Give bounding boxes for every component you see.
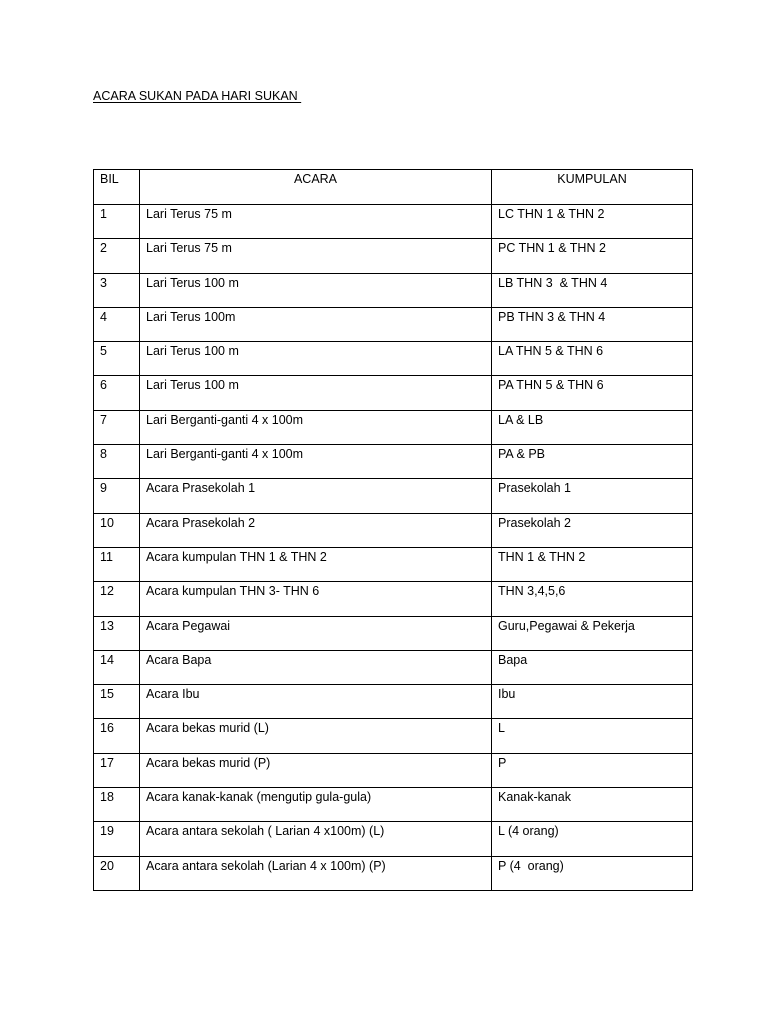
cell-bil: 14 [94,650,140,684]
table-row [94,376,693,410]
header-acara: ACARA [140,170,492,205]
cell-acara: Acara Bapa [140,650,492,684]
table-row [94,342,693,376]
table-row [94,650,693,684]
cell-kumpulan: PA & PB [492,445,693,479]
cell-acara: Acara bekas murid (L) [140,719,492,753]
cell-bil: 10 [94,513,140,547]
table-row [94,822,693,856]
table-row [94,205,693,239]
cell-bil: 2 [94,239,140,273]
cell-kumpulan: L [492,719,693,753]
table-row [94,445,693,479]
table-row [94,547,693,581]
cell-acara: Lari Terus 100 m [140,376,492,410]
cell-acara: Lari Terus 100 m [140,342,492,376]
cell-kumpulan: LC THN 1 & THN 2 [492,205,693,239]
cell-kumpulan: THN 3,4,5,6 [492,582,693,616]
cell-kumpulan: Bapa [492,650,693,684]
cell-bil: 19 [94,822,140,856]
cell-acara: Lari Terus 75 m [140,205,492,239]
table-row [94,719,693,753]
cell-acara: Acara antara sekolah (Larian 4 x 100m) (P) [140,856,492,890]
table-header [94,170,693,205]
cell-acara: Acara Prasekolah 2 [140,513,492,547]
cell-bil: 17 [94,753,140,787]
cell-bil: 18 [94,788,140,822]
table-row [94,616,693,650]
cell-kumpulan: Prasekolah 1 [492,479,693,513]
cell-acara: Acara Pegawai [140,616,492,650]
cell-acara: Acara bekas murid (P) [140,753,492,787]
cell-bil: 9 [94,479,140,513]
cell-kumpulan: Prasekolah 2 [492,513,693,547]
cell-kumpulan: PB THN 3 & THN 4 [492,307,693,341]
table-row [94,788,693,822]
table-row [94,513,693,547]
cell-kumpulan: PC THN 1 & THN 2 [492,239,693,273]
cell-bil: 1 [94,205,140,239]
cell-acara: Lari Berganti-ganti 4 x 100m [140,445,492,479]
cell-kumpulan: LA THN 5 & THN 6 [492,342,693,376]
cell-kumpulan: Guru,Pegawai & Pekerja [492,616,693,650]
cell-bil: 11 [94,547,140,581]
table-row [94,856,693,890]
cell-kumpulan: PA THN 5 & THN 6 [492,376,693,410]
table-row [94,685,693,719]
cell-acara: Acara kanak-kanak (mengutip gula-gula) [140,788,492,822]
cell-acara: Lari Terus 100 m [140,273,492,307]
cell-acara: Acara kumpulan THN 3- THN 6 [140,582,492,616]
cell-bil: 8 [94,445,140,479]
cell-bil: 16 [94,719,140,753]
cell-acara: Lari Terus 75 m [140,239,492,273]
cell-acara: Acara Prasekolah 1 [140,479,492,513]
cell-acara: Acara antara sekolah ( Larian 4 x100m) (L) [140,822,492,856]
cell-kumpulan: LA & LB [492,410,693,444]
document-title: ACARA SUKAN PADA HARI SUKAN [93,89,302,103]
cell-kumpulan: Ibu [492,685,693,719]
header-kumpulan: KUMPULAN [492,170,693,205]
cell-acara: Acara Ibu [140,685,492,719]
table-row [94,410,693,444]
cell-kumpulan: P [492,753,693,787]
cell-bil: 7 [94,410,140,444]
cell-bil: 13 [94,616,140,650]
table-row [94,273,693,307]
cell-bil: 12 [94,582,140,616]
cell-bil: 6 [94,376,140,410]
table-row [94,753,693,787]
table-row [94,307,693,341]
cell-kumpulan: L (4 orang) [492,822,693,856]
cell-acara: Lari Terus 100m [140,307,492,341]
header-bil: BIL [94,170,140,205]
table-row [94,582,693,616]
cell-kumpulan: LB THN 3 & THN 4 [492,273,693,307]
header-row [94,170,693,205]
cell-bil: 5 [94,342,140,376]
events-table [93,169,693,891]
cell-kumpulan: Kanak-kanak [492,788,693,822]
cell-bil: 3 [94,273,140,307]
cell-bil: 4 [94,307,140,341]
cell-kumpulan: THN 1 & THN 2 [492,547,693,581]
table-body [94,205,693,891]
table-row [94,479,693,513]
table-row [94,239,693,273]
cell-acara: Lari Berganti-ganti 4 x 100m [140,410,492,444]
cell-acara: Acara kumpulan THN 1 & THN 2 [140,547,492,581]
cell-bil: 20 [94,856,140,890]
cell-kumpulan: P (4 orang) [492,856,693,890]
cell-bil: 15 [94,685,140,719]
